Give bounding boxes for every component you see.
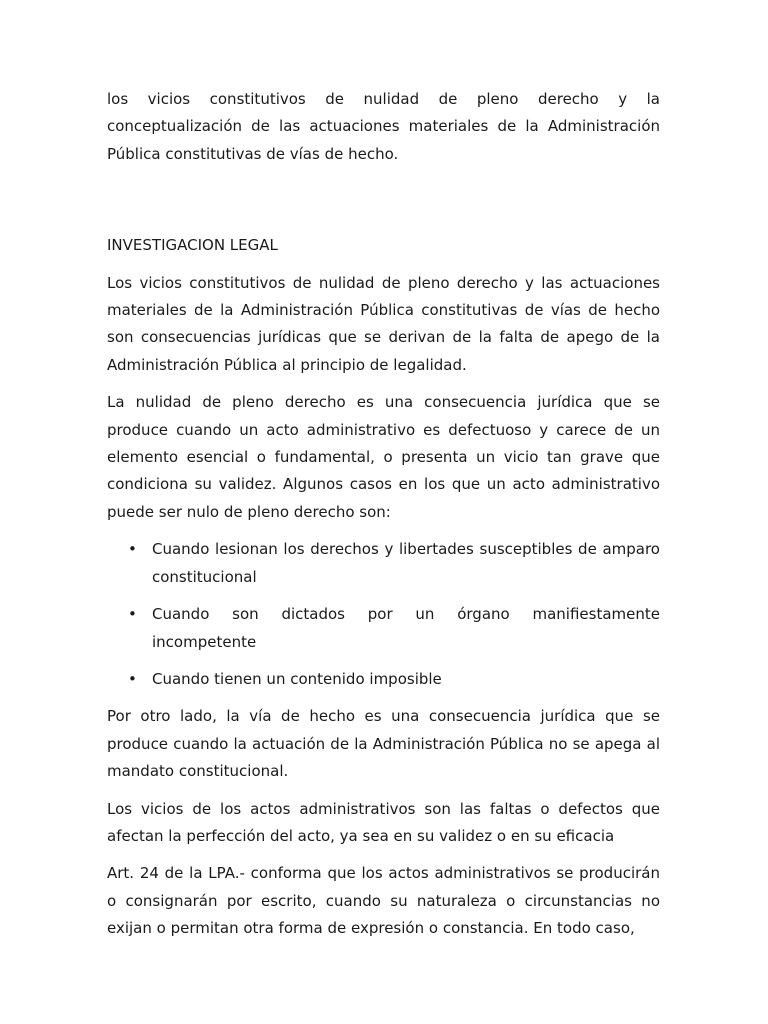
list-item (107, 666, 660, 693)
body-paragraph: Los vicios de los actos administrativos son las faltas o defectos que afectan la perfección del acto, ya sea en su validez o en su eficacia (107, 799, 660, 845)
body-paragraph: Art. 24 de la LPA.- conforma que los actos administrativos se producirán o consignarán por escrito, cuando su naturaleza o circunstancias no exijan o permitan otra forma de expresión o constancia. En todo caso, (107, 864, 660, 938)
bullet-icon: • (128, 540, 137, 559)
list-item-text: Cuando lesionan los derechos y libertades susceptibles de amparo constitucional (152, 540, 660, 586)
bullet-icon: • (128, 605, 137, 624)
body-paragraph: Por otro lado, la vía de hecho es una consecuencia jurídica que se produce cuando la actuación de la Administración Pública no se apega al mandato constitucional. (107, 707, 660, 781)
bullet-list (107, 536, 660, 693)
bullet-icon: • (128, 669, 137, 688)
document-page (107, 86, 660, 953)
intro-paragraph: los vicios constitutivos de nulidad de pleno derecho y la conceptualización de las actuaciones materiales de la Administración Pública constitutivas de vías de hecho. (107, 90, 660, 163)
list-item (107, 601, 660, 656)
body-paragraph: Los vicios constitutivos de nulidad de pleno derecho y las actuaciones materiales de la Administración Pública constitutivas de vías de hecho son consecuencias jurídicas que se derivan de la falta de apego de la Administración Pública al principio de legalidad. (107, 273, 660, 374)
list-item-text: Cuando son dictados por un órgano manifiestamente incompetente (152, 605, 660, 651)
section-heading: INVESTIGACION LEGAL (107, 236, 278, 255)
list-item-text: Cuando tienen un contenido imposible (152, 669, 442, 688)
list-item (107, 536, 660, 591)
body-paragraph: La nulidad de pleno derecho es una consecuencia jurídica que se produce cuando un acto administrativo es defectuoso y carece de un elemento esencial o fundamental, o presenta un vicio tan grave que condiciona su validez. Algunos casos en los que un acto administrativo puede ser nulo de pleno derecho son: (107, 393, 660, 521)
